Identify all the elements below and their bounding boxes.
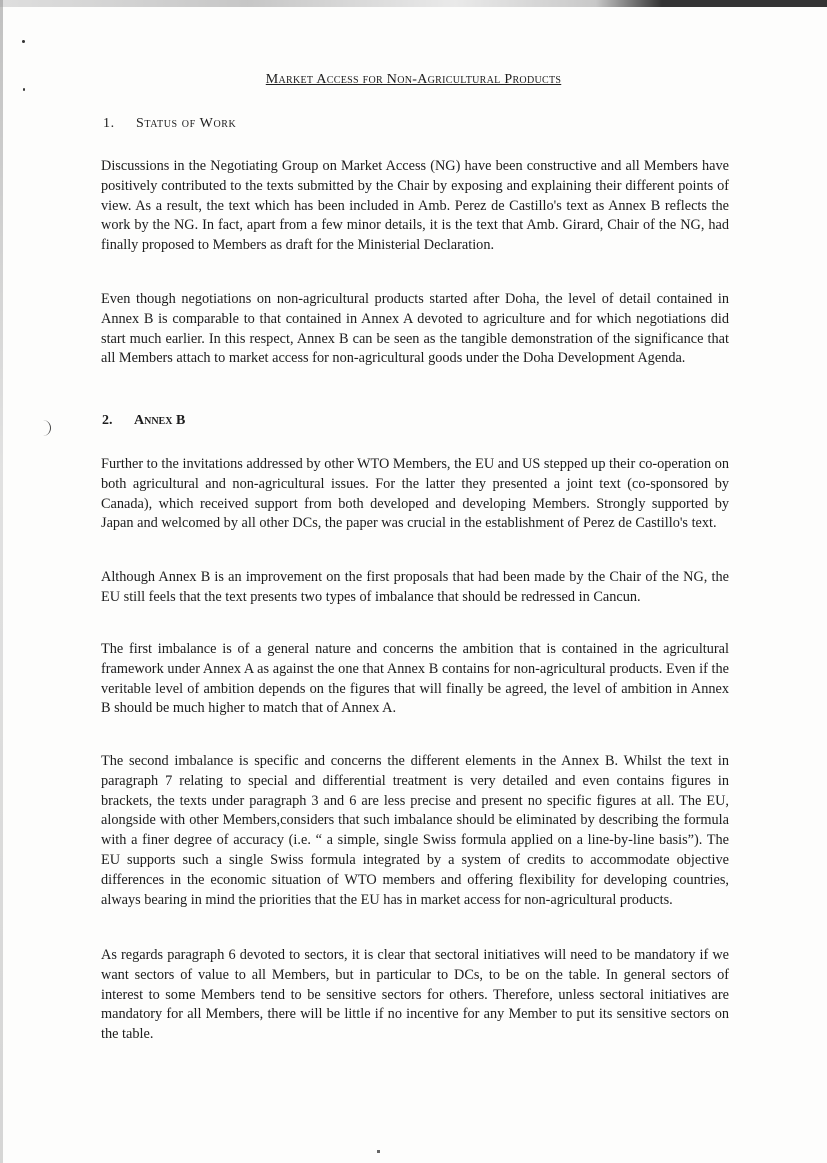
margin-pen-mark bbox=[38, 420, 51, 436]
section-number: 1. bbox=[103, 116, 115, 131]
paragraph: Even though negotiations on non-agricultural products started after Doha, the level of detail contained in Annex B is comparable to that contained in Annex A devoted to agriculture and for which negotiations did start much earlier. In this respect, Annex B can be seen as the tangible demonstration of the significance that all Members attach to market access for non-agricultural goods under the Doha Development Agenda. bbox=[101, 291, 729, 367]
section-title: Status of Work bbox=[136, 116, 237, 131]
scan-speck bbox=[377, 1150, 380, 1153]
paragraph: The first imbalance is of a general nature and concerns the ambition that is contained in the agricultural framework under Annex A as against the one that Annex B contains for non-agricultural products. Even if the veritable level of ambition depends on the figures that will finally be agreed, the level of ambition in Annex B should be much higher to match that of Annex A. bbox=[101, 641, 729, 717]
section-heading-status bbox=[103, 116, 236, 132]
page-title: Market Access for Non-Agricultural Products bbox=[265, 72, 562, 87]
scan-edge-top bbox=[0, 0, 827, 7]
scan-speck bbox=[22, 40, 25, 43]
paragraph: Discussions in the Negotiating Group on Market Access (NG) have been constructive and all Members have positively contributed to the texts submitted by the Chair by exposing and explaining their different points of view. As a result, the text which has been included in Amb. Perez de Castillo's text as Annex B reflects the work by the NG. In fact, apart from a few minor details, it is the text that Amb. Girard, Chair of the NG, had finally proposed to Members as draft for the Ministerial Declaration. bbox=[101, 158, 729, 254]
scan-speck bbox=[23, 88, 25, 91]
section-heading-annex-b bbox=[102, 413, 185, 429]
paragraph: The second imbalance is specific and concerns the different elements in the Annex B. Whilst the text in paragraph 7 relating to special and differential treatment is very detailed and even contains figures in brackets, the texts under paragraph 3 and 6 are less precise and present no specific figures at all. The EU, alongside with other Members,considers that such imbalance should be eliminated by describing the formula with a finer degree of accuracy (i.e. “ a simple, single Swiss formula applied on a line-by-line basis”). The EU supports such a single Swiss formula integrated by a system of credits to accommodate objective differences in the economic situation of WTO members and offering flexibility for developing countries, always bearing in mind the priorities that the EU has in market access for non-agricultural products. bbox=[101, 753, 729, 908]
scan-edge-left bbox=[0, 0, 3, 1163]
paragraph: Although Annex B is an improvement on the first proposals that had been made by the Chair of the NG, the EU still feels that the text presents two types of imbalance that should be redressed in Cancun. bbox=[101, 569, 729, 605]
section-number: 2. bbox=[102, 413, 113, 428]
paragraph: As regards paragraph 6 devoted to sectors, it is clear that sectoral initiatives will need to be mandatory if we want sectors of value to all Members, but in particular to DCs, to be on the table. In general sectors of interest to some Members tend to be sensitive sectors for others. Therefore, unless sectoral initiatives are mandatory for all Members, there will be little if no incentive for any Member to put its sensitive sectors on the table. bbox=[101, 947, 729, 1043]
paragraph: Further to the invitations addressed by other WTO Members, the EU and US stepped up their co-operation on both agricultural and non-agricultural issues. For the latter they presented a joint text (co-sponsored by Canada), which received support from both developed and developing Members. Strongly supported by Japan and welcomed by all other DCs, the paper was crucial in the establishment of Perez de Castillo's text. bbox=[101, 456, 729, 532]
section-title: Annex B bbox=[134, 413, 186, 428]
